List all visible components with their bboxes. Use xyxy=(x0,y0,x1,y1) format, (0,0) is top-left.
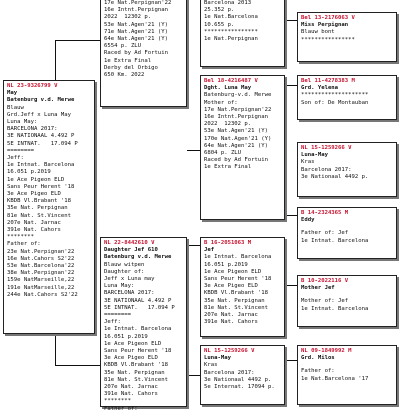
connector-line xyxy=(55,40,56,80)
ring-number: NL 15-1259266 V xyxy=(204,348,255,354)
card-line: Son of: De Montauban xyxy=(301,99,369,106)
card-line: 3E NATIONAAL 4.492 P xyxy=(104,297,172,304)
card-line: 71e Nat.Agen'21 (Y) xyxy=(104,28,168,35)
ring-number: Bel 11-4278383 M xyxy=(301,78,355,84)
card-line: 16e Intnt.Perpignan xyxy=(104,7,168,14)
card-line: 5e Internat. 17094 p. xyxy=(204,384,275,391)
card-line: 159e NatMarseille,22 xyxy=(7,277,75,284)
card-line: 391e Nat. Cahors xyxy=(204,319,258,326)
pigeon-name: May xyxy=(7,90,18,97)
card-line: Barcelona 2017: xyxy=(204,369,255,376)
card-line: 10.655 p. xyxy=(204,21,235,28)
card-line: 1e Intnat. Barcelona xyxy=(301,237,369,244)
card-line: Father of: xyxy=(7,241,41,248)
connector-line xyxy=(55,365,100,366)
card-line: Kras xyxy=(301,159,315,166)
card-line: KBDB Vl.Brabant '18 xyxy=(7,198,71,205)
pedigree-card-grandparent[interactable] xyxy=(200,345,285,405)
card-line: 53e Nat.Agen'21 (Y) xyxy=(204,128,268,135)
card-line: Jeff: xyxy=(7,155,24,162)
card-line: Barcelona 2017: xyxy=(301,166,352,173)
pedigree-card-grandparent[interactable] xyxy=(200,75,285,220)
pedigree-card-great-grandparent[interactable] xyxy=(297,142,397,197)
pigeon-name: Mother Jef xyxy=(301,285,335,292)
card-line: ******** xyxy=(7,234,34,241)
card-line: Grd.Jeff x Luna May xyxy=(7,111,71,118)
card-line: ******** xyxy=(104,398,131,405)
pedigree-card-great-grandparent[interactable] xyxy=(297,345,397,405)
card-line: Raced by Ad Fortuin xyxy=(204,157,268,164)
pedigree-card-great-grandparent[interactable] xyxy=(297,275,397,327)
pedigree-card-subject[interactable] xyxy=(3,80,95,334)
card-line: Batenburg-v.d. Merwe xyxy=(204,92,272,99)
card-line: 1e Nat.Perpignan xyxy=(204,36,258,43)
card-line: ******************** xyxy=(301,92,369,99)
card-line: Jeff: xyxy=(104,319,121,326)
card-line: 650 Km. 2022 xyxy=(104,72,145,79)
card-line: 35e Nat. Perpignan xyxy=(204,297,265,304)
card-line: 35e Nat. Perpignan xyxy=(7,205,68,212)
pigeon-name: Eddy xyxy=(301,217,315,224)
card-line: Sans Peur Herent '18 xyxy=(7,183,75,190)
connector-line xyxy=(55,40,100,41)
card-line: 207e Nat. Jarnac xyxy=(7,219,61,226)
card-line: 25.352 p. xyxy=(204,7,235,14)
card-line: 16.051 p.2019 xyxy=(204,261,248,268)
card-line: 53e Nat.Agen'21 (Y) xyxy=(104,21,168,28)
card-line: Sans Peur Herent '18 xyxy=(104,348,172,355)
pedigree-card-top-right[interactable] xyxy=(200,0,285,67)
card-line: 1e Ace Pigeon ELD xyxy=(7,176,65,183)
card-line: ======== xyxy=(104,312,131,319)
pigeon-name: Grd. Yelena xyxy=(301,85,339,92)
card-line: 16e Nat.Cahors S2'22 xyxy=(7,255,75,262)
card-line: **************** xyxy=(204,28,258,35)
card-line: 3E NATIONAAL 4.492 P xyxy=(7,133,75,140)
ring-number: NL 23-9326799 V xyxy=(7,83,58,89)
card-line: Blauw xyxy=(7,104,24,111)
card-line: Batenburg v.d. Merwe xyxy=(104,254,172,261)
card-line: 3e Ace Pigeo ELD xyxy=(104,355,158,362)
card-line: 64e Nat.Agen'21 (Y) xyxy=(204,142,268,149)
card-line: 64e Nat.Agen'21 (Y) xyxy=(104,36,168,43)
connector-line xyxy=(285,20,297,21)
card-line: 244e Nat.Cahors S2'22 xyxy=(7,291,78,298)
card-line: 3e Nationaal 4492 p. xyxy=(301,173,369,180)
card-line: Sans Peur Herent '18 xyxy=(204,276,272,283)
card-line: 1e Intnat. Barcelona xyxy=(204,254,272,261)
pedigree-card-grandparent[interactable] xyxy=(200,237,285,337)
card-line: Derby del Orbigo xyxy=(104,64,158,71)
card-line: Jeff x Luna may xyxy=(104,276,155,283)
card-line: 6554 p. ZLU xyxy=(104,43,142,50)
card-line: 16e Intnt.Perpignan xyxy=(204,114,268,121)
card-line: Kras xyxy=(204,362,218,369)
card-line: 391e Nat. Cahors xyxy=(104,391,158,398)
pedigree-card-great-grandparent[interactable] xyxy=(297,207,397,259)
card-line: 1e Nat.Barcelona '17 xyxy=(301,375,369,382)
card-line: 1e Nat.Barcelona xyxy=(204,14,258,21)
card-line: Luna May: xyxy=(104,283,135,290)
pigeon-name: Grd. Milos xyxy=(301,355,335,362)
card-line: 6804 p. ZLU xyxy=(204,150,242,157)
connector-line xyxy=(285,360,297,361)
card-line: 191e NatMarseille,22 xyxy=(7,284,75,291)
card-line: 35e Nat. Perpignan xyxy=(104,369,165,376)
card-line: ======== xyxy=(7,147,34,154)
card-line: 17e Nat.Perpignan'22 xyxy=(104,0,172,6)
connector-line xyxy=(285,85,297,86)
card-line: 38e Nat.Perpignan'22 xyxy=(7,270,75,277)
ring-number: Bel 18-4216487 V xyxy=(204,78,258,84)
card-line: 81e Nat. St.Vincent xyxy=(204,304,268,311)
connector-line xyxy=(187,245,200,246)
card-line: 53e Nat.Barcelona'22 xyxy=(7,263,75,270)
card-line: 81e Nat. St.Vincent xyxy=(104,376,168,383)
connector-line xyxy=(187,375,200,376)
ring-number: B 10-2022116 V xyxy=(301,278,349,284)
card-line: 81e Nat. St.Vincent xyxy=(7,212,71,219)
card-line: 17e Nat.Perpignan'22 xyxy=(204,106,272,113)
card-line: **************** xyxy=(301,36,355,43)
card-line: Father of: xyxy=(104,405,138,412)
card-line: 1e Intnat. Barcelona xyxy=(301,305,369,312)
card-line: 5E INTNAT. 17.094 P xyxy=(7,140,78,147)
card-line: Barcelona 2013 xyxy=(204,0,252,6)
card-line: 2022 12302 p. xyxy=(104,14,152,21)
card-line: 1e Extra Final xyxy=(104,57,152,64)
connector-line xyxy=(285,285,297,286)
card-line: Blauw bont xyxy=(301,29,335,36)
card-line: Blauw witpen xyxy=(104,261,145,268)
pedigree-card-parent[interactable] xyxy=(100,237,187,412)
card-line: 16.051 p.2019 xyxy=(104,333,148,340)
ring-number: NL 15-1259266 V xyxy=(301,145,352,151)
pigeon-name: Luna-May xyxy=(301,152,328,159)
card-line: 5E INTNAT. 17.094 P xyxy=(104,304,175,311)
connector-line xyxy=(285,215,297,216)
connector-line xyxy=(187,150,200,151)
pigeon-name: Dght. Luna May xyxy=(204,85,252,92)
card-line: Batenburg v.d. Merwe xyxy=(7,97,75,104)
card-line: 1e Extra Final xyxy=(204,164,252,171)
card-line: 16.051 p.2019 xyxy=(7,169,51,176)
card-line: Father of: Jef xyxy=(301,230,349,237)
card-line: 207e Nat. Jarnac xyxy=(204,312,258,319)
pedigree-card-great-grandparent[interactable] xyxy=(297,75,397,120)
card-line: 391e Nat. Cahors xyxy=(7,227,61,234)
card-line: BARCELONA 2017: xyxy=(7,126,58,133)
card-line: 3e Nationaal 4492 p. xyxy=(204,376,272,383)
card-line: 1e Ace Pigeon ELD xyxy=(204,268,262,275)
card-line: 2022 12302 p. xyxy=(204,121,252,128)
card-line: BARCELONA 2017: xyxy=(104,290,155,297)
ring-number: Bel 13-2176063 V xyxy=(301,15,355,21)
card-line: 3e Ace Pigeo ELD xyxy=(7,191,61,198)
card-line: Father of: xyxy=(301,368,335,375)
card-line: Luna May: xyxy=(7,119,38,126)
card-line: Mother of: Jef xyxy=(301,298,349,305)
card-line: 207e Nat. Jarnac xyxy=(104,384,158,391)
ring-number: B 16-2051063 M xyxy=(204,240,252,246)
ring-number: B 14-2324365 M xyxy=(301,210,349,216)
card-line: KBDB Vl.Brabant '18 xyxy=(204,290,268,297)
pigeon-name: Daughter Jef 610 xyxy=(104,247,158,254)
card-line: Mother of: xyxy=(204,99,238,106)
pigeon-name: Luna-May xyxy=(204,355,231,362)
ring-number: NL 09-1849992 M xyxy=(301,348,352,354)
card-line: 170e Nat.Agen'21 (Y) xyxy=(204,135,272,142)
card-line: 3e Ace Pigeo ELD xyxy=(204,283,258,290)
card-line: 1e Intnat. Barcelona xyxy=(104,326,172,333)
pedigree-card-top-middle[interactable] xyxy=(100,0,187,107)
pedigree-card-great-grandparent[interactable] xyxy=(297,12,397,62)
card-line: Daughter of: xyxy=(104,268,145,275)
card-line: KBDB Vl.Brabant '18 xyxy=(104,362,168,369)
card-line: Raced by Ad Fortuin xyxy=(104,50,168,57)
card-line: 1e Ace Pigeon ELD xyxy=(104,340,162,347)
ring-number: NL 22-8442610 V xyxy=(104,240,155,246)
pigeon-name: Jef xyxy=(204,247,215,254)
card-line: 23e Nat.Perpignan'22 xyxy=(7,248,75,255)
card-line: 1e Intnat. Barcelona xyxy=(7,162,75,169)
pigeon-name: Miss Perpignan xyxy=(301,22,349,29)
connector-line xyxy=(55,335,56,365)
